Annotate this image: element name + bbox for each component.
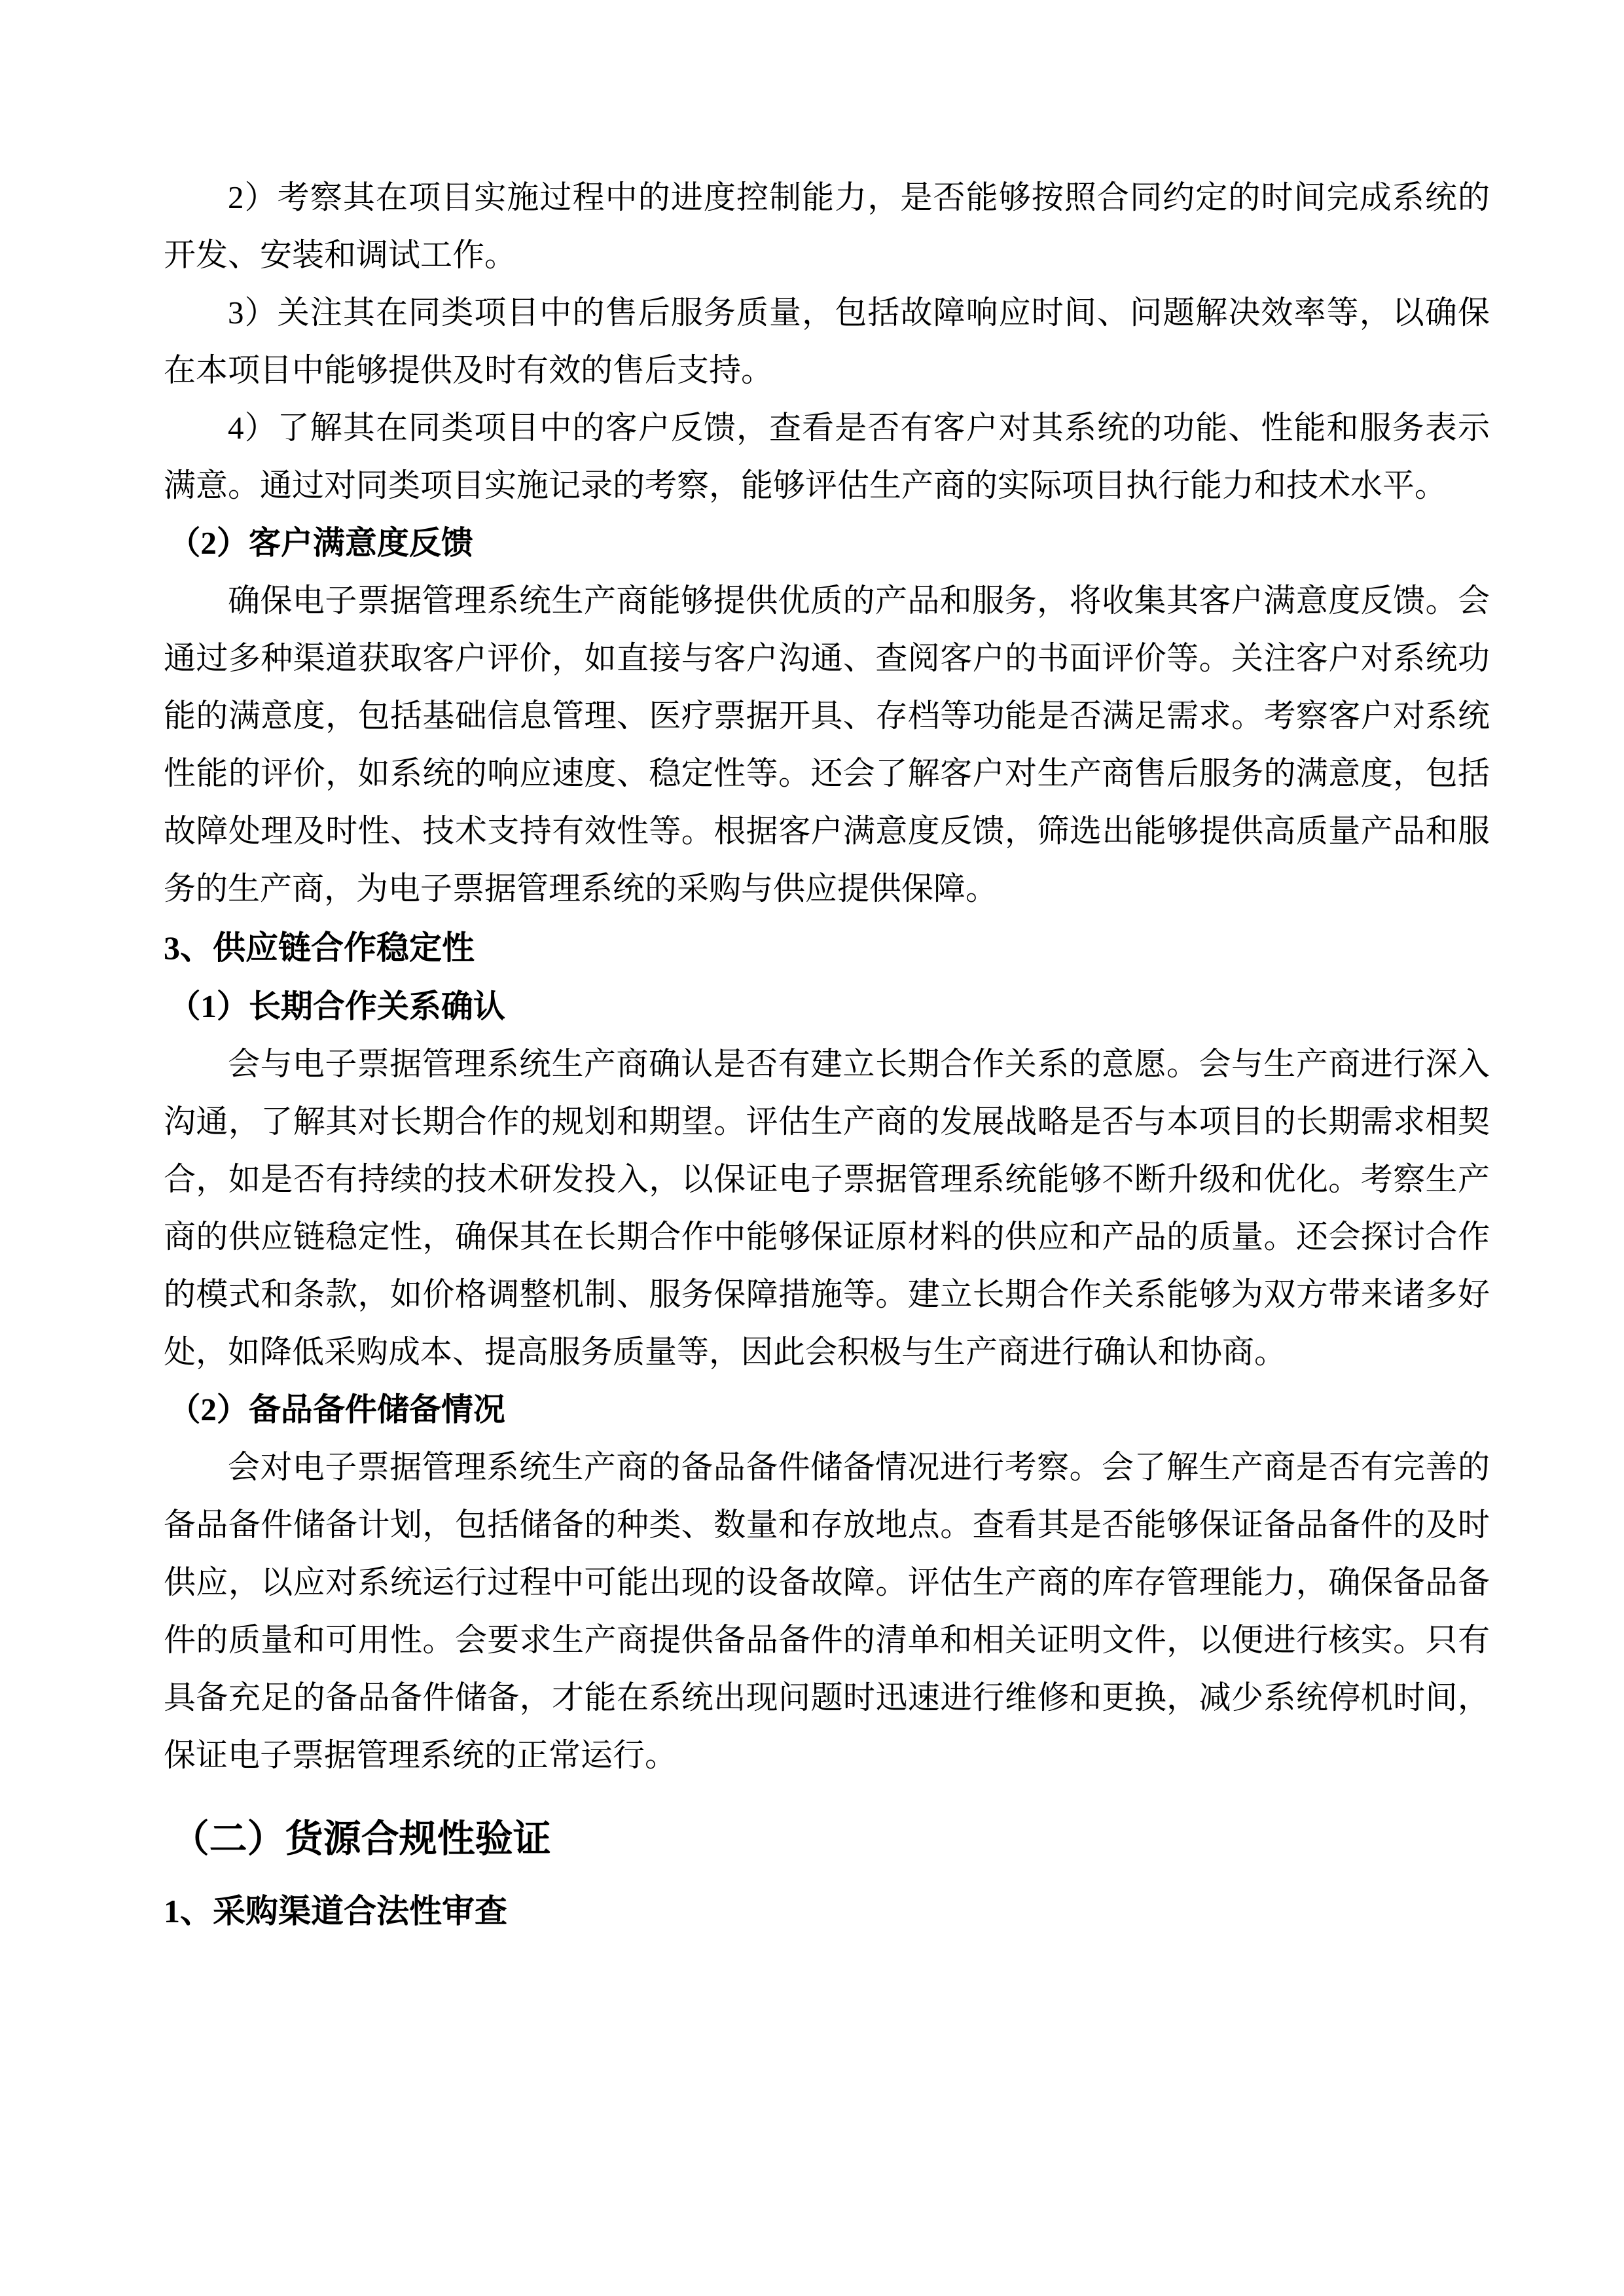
- paragraph-after-sales-quality: 3）关注其在同类项目中的售后服务质量，包括故障响应时间、问题解决效率等，以确保在本项目中能够提供及时有效的售后支持。: [164, 295, 1490, 388]
- document-body: [164, 169, 1490, 1941]
- heading-long-term-cooperation: （1）长期合作关系确认: [168, 988, 505, 1024]
- heading-spare-parts-reserve: （2）备品备件储备情况: [168, 1391, 505, 1427]
- paragraph-long-term-cooperation-detail: 会与电子票据管理系统生产商确认是否有建立长期合作关系的意愿。会与生产商进行深入沟通，了解其对长期合作的规划和期望。评估生产商的发展战略是否与本项目的长期需求相契合，如是否有持续的技术研发投入，以保证电子票据管理系统能够不断升级和优化。考察生产商的供应链稳定性，确保其在长期合作中能够保证原材料的供应和产品的质量。还会探讨合作的模式和条款，如价格调整机制、服务保障措施等。建立长期合作关系能够为双方带来诸多好处，如降低采购成本、提高服务质量等，因此会积极与生产商进行确认和协商。: [164, 1046, 1490, 1370]
- paragraph-spare-parts-detail: 会对电子票据管理系统生产商的备品备件储备情况进行考察。会了解生产商是否有完善的备品备件储备计划，包括储备的种类、数量和存放地点。查看其是否能够保证备品备件的及时供应，以应对系统运行过程中可能出现的设备故障。评估生产商的库存管理能力，确保备品备件的质量和可用性。会要求生产商提供备品备件的清单和相关证明文件，以便进行核实。只有具备充足的备品备件储备，才能在系统出现问题时迅速进行维修和更换，减少系统停机时间，保证电子票据管理系统的正常运行。: [164, 1449, 1490, 1773]
- heading-customer-satisfaction-feedback: （2）客户满意度反馈: [168, 525, 473, 561]
- heading-procurement-channel-legality: 1、采购渠道合法性审查: [164, 1893, 507, 1929]
- paragraph-customer-satisfaction-detail: 确保电子票据管理系统生产商能够提供优质的产品和服务，将收集其客户满意度反馈。会通过多种渠道获取客户评价，如直接与客户沟通、查阅客户的书面评价等。关注客户对系统功能的满意度，包括基础信息管理、医疗票据开具、存档等功能是否满足需求。考察客户对系统性能的评价，如系统的响应速度、稳定性等。还会了解客户对生产商售后服务的满意度，包括故障处理及时性、技术支持有效性等。根据客户满意度反馈，筛选出能够提供高质量产品和服务的生产商，为电子票据管理系统的采购与供应提供保障。: [164, 583, 1490, 906]
- heading-source-compliance-verification: （二）货源合规性验证: [171, 1818, 551, 1860]
- heading-supply-chain-stability: 3、供应链合作稳定性: [164, 929, 475, 966]
- paragraph-progress-control: 2）考察其在项目实施过程中的进度控制能力，是否能够按照合同约定的时间完成系统的开发、安装和调试工作。: [164, 179, 1490, 273]
- paragraph-customer-feedback-review: 4）了解其在同类项目中的客户反馈，查看是否有客户对其系统的功能、性能和服务表示满意。通过对同类项目实施记录的考察，能够评估生产商的实际项目执行能力和技术水平。: [164, 410, 1490, 503]
